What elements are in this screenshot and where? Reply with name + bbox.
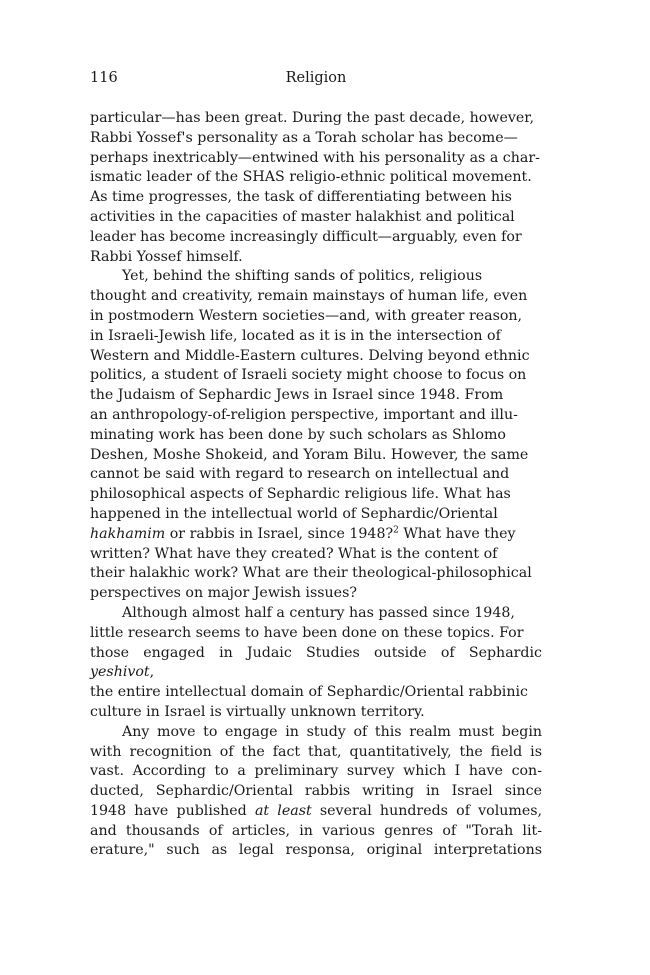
paragraph: Although almost half a century has passed since 1948, little research seems to have been done on these topics. For those engaged in Judaic Studies outside of Sephardic yeshivot, the entire intellectual domain of Sephardic/Oriental rabbinic culture in Israel is virtually unknown territory. bbox=[90, 604, 542, 720]
footnote-marker: 2 bbox=[393, 525, 399, 535]
page-header bbox=[90, 70, 542, 94]
body-text bbox=[90, 109, 542, 861]
page-number: 116 bbox=[90, 70, 118, 86]
paragraph: Any move to engage in study of this realm must begin with recognition of the fact that, quantitatively, the field is vast. According to a preliminary survey which I have con- ducted, Sephardic/Oriental rabbis writing in Israel since 1948 have published at least several hundreds of volumes, and thousands of articles, in various genres of "Torah lit- erature," such as legal responsa, original interpretations bbox=[90, 723, 543, 859]
line-with-footnote: hakhamim or rabbis in Israel, since 1948?$^2$ What have they bbox=[90, 525, 516, 542]
paragraph: particular—has been great. During the past decade, however, Rabbi Yossef's personality as a Torah scholar has become— perhaps inextricably—entwined with his personality as a char- ismatic leader of the SHAS religio-ethnic political movement. As time progresses, the task of differentiating between his activities in the capacities of master halakhist and political leader has become increasingly difficult—arguably, even for Rabbi Yossef himself. bbox=[90, 110, 540, 265]
running-head: Religion bbox=[285, 70, 347, 86]
paragraph: Yet, behind the shifting sands of politics, religious thought and creativity, remain mainstays of human life, even in postmodern Western societies—and, with greater reason, in Israeli-Jewish life, located as it is in the intersection of Western and Middle-Eastern cultures. Delving beyond ethnic politics, a student of Israeli society might choose to focus on the Judaism of Sephardic Jews in Israel since 1948. From an anthropology-of-religion perspective, important and illu- minating work has been done by such scholars as Shlomo Deshen, Moshe Shokeid, and Yoram Bilu. However, the same cannot be said with regard to research on intellectual and philosophical aspects of Sephardic religious life. What has happened in the intellectual world of Sephardic/Oriental hakhamim or rabbis in Israel, since 1948?$^2$ What have they written? What have they created? What is the content of their halakhic work? What are their theological-philosophical perspectives on major Jewish issues? bbox=[90, 268, 532, 602]
